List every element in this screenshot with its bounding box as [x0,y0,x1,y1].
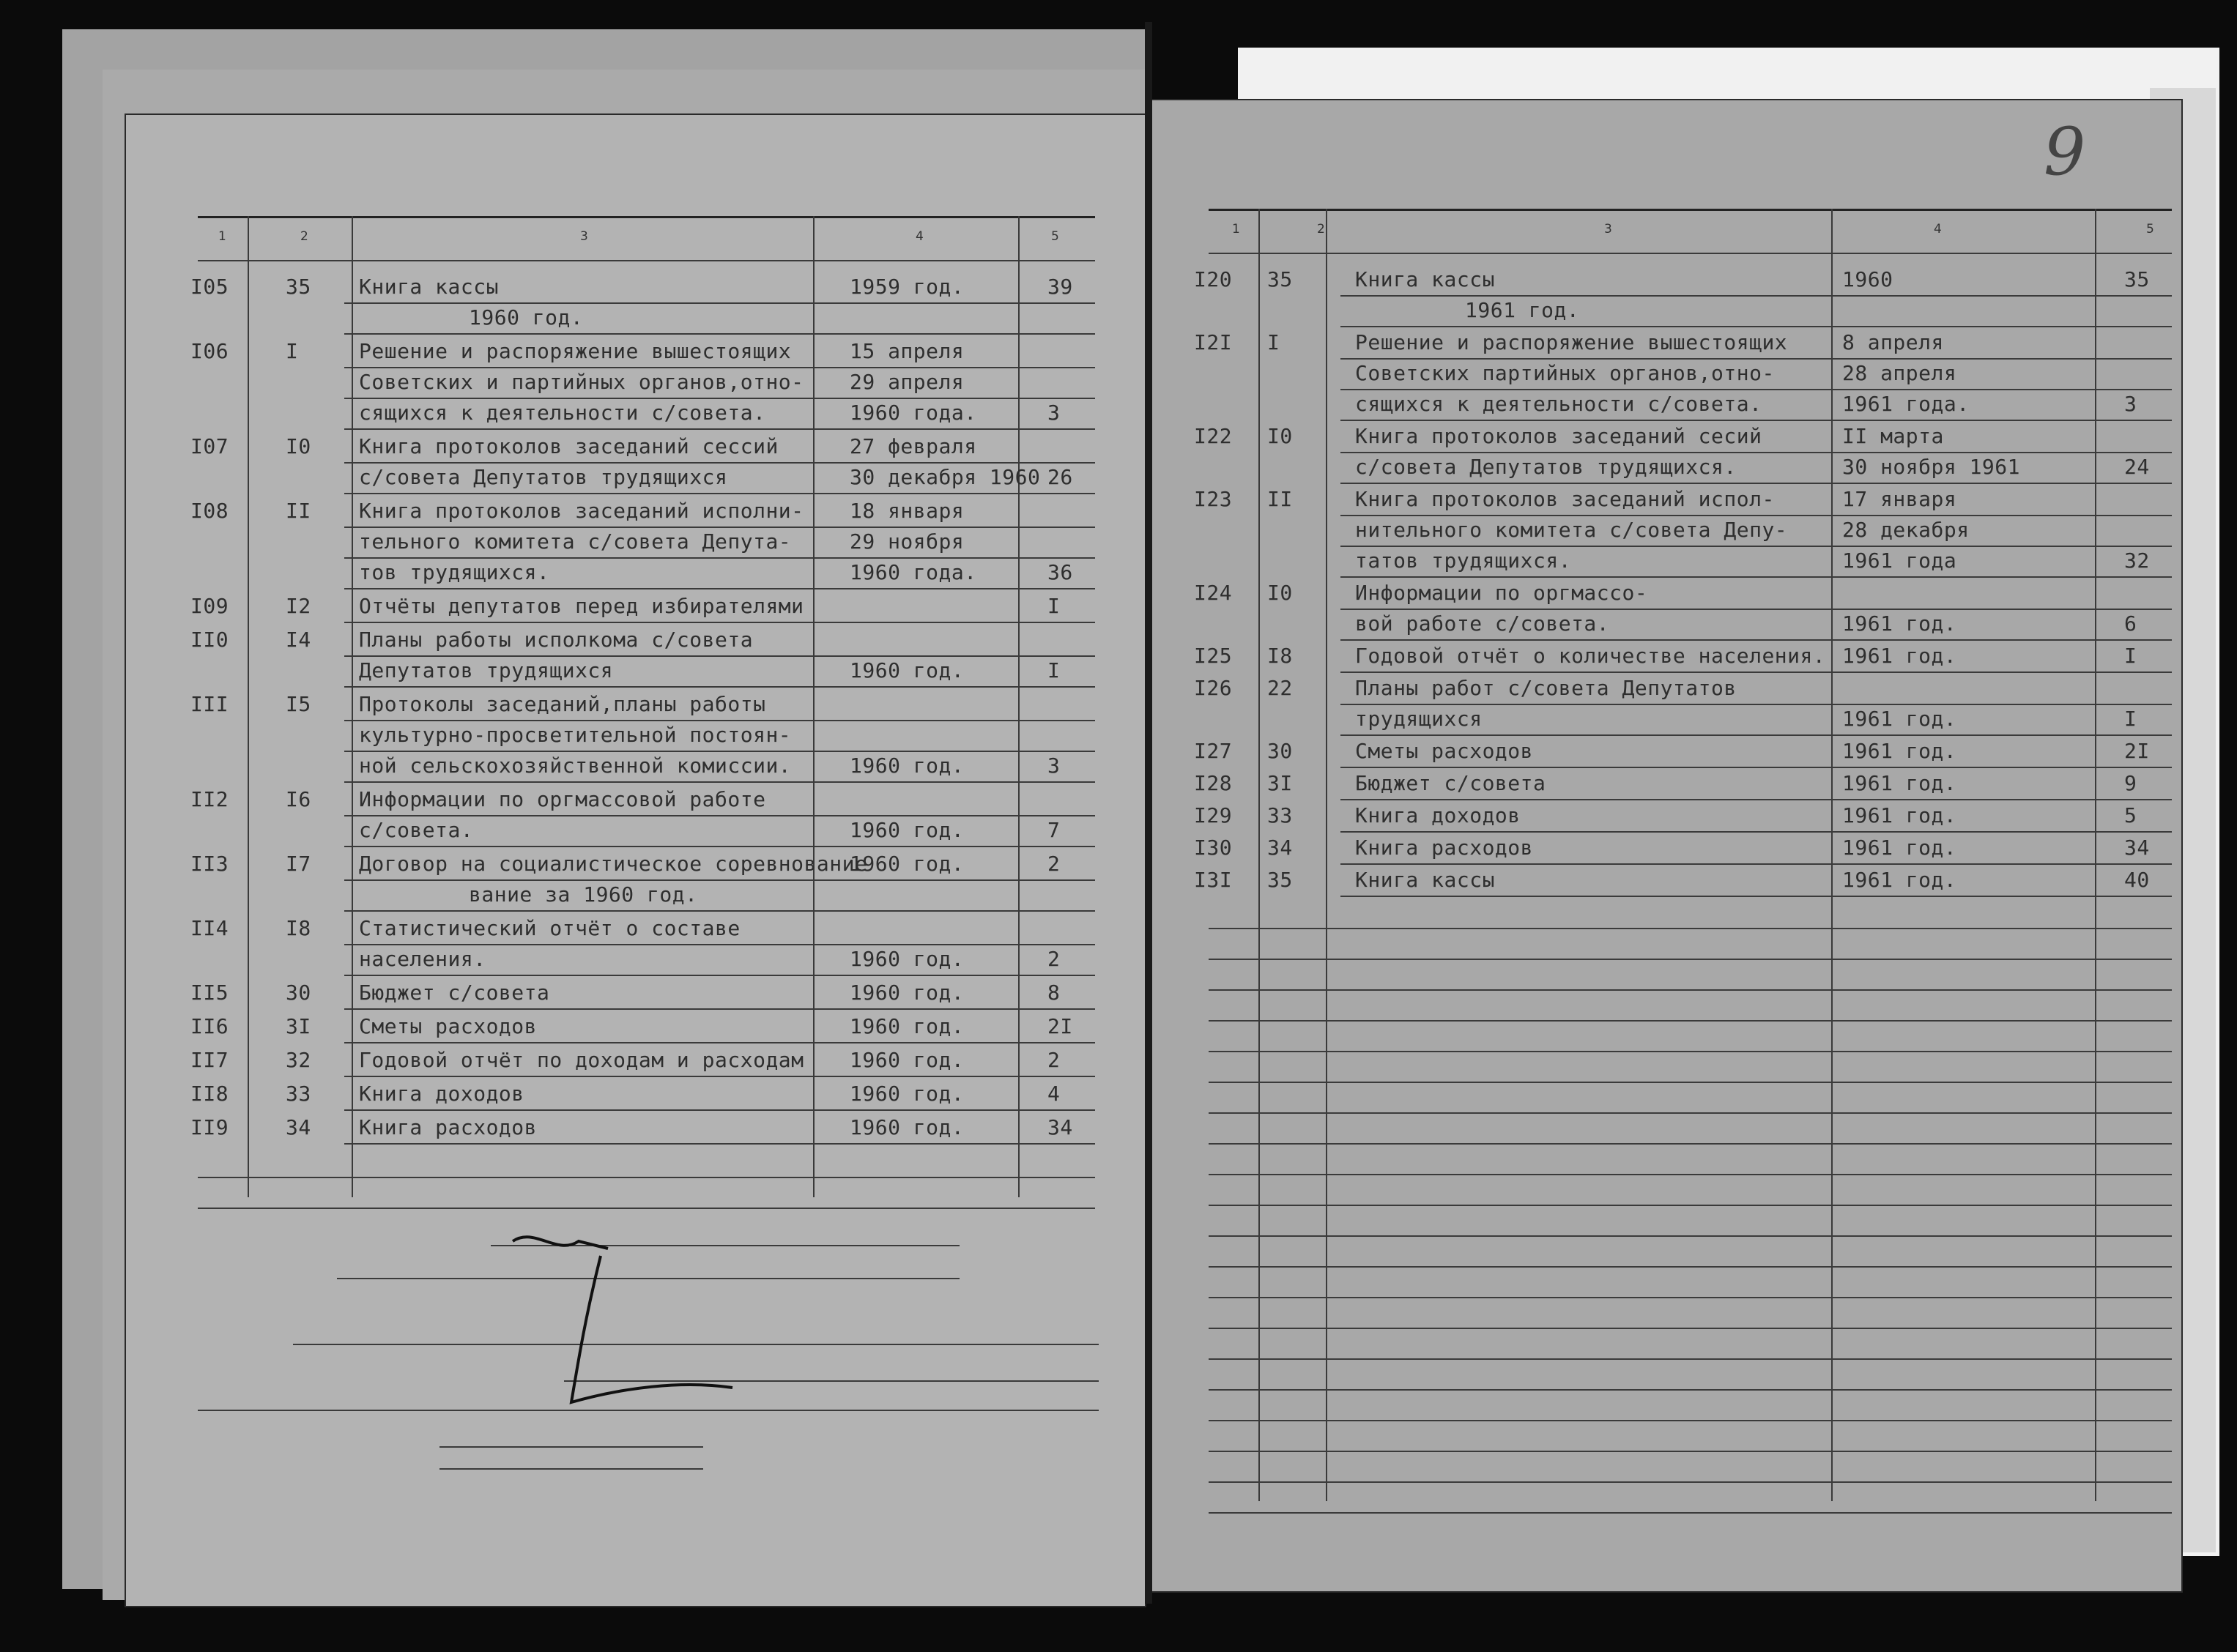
column-header: 4 [916,229,924,244]
row-rule [344,398,1095,399]
row-rule [344,428,1095,430]
row-number: I27 [1194,739,1233,763]
row-date-line: 30 декабря 1960 [850,465,1041,489]
row-count: 34 [2124,836,2150,860]
row-rule [1340,576,2172,578]
row-title-line: Книга доходов [1355,803,1521,827]
row-count: 4 [1047,1082,1061,1106]
blank-rule [1209,1266,2172,1268]
row-title-line: Решение и распоряжение вышестоящих [1355,330,1788,354]
row-rule [344,910,1095,912]
row-count: 40 [2124,868,2150,892]
blank-rule [1209,1297,2172,1298]
row-title-line: Годовой отчёт по доходам и расходам [359,1048,804,1072]
row-rule [1340,863,2172,865]
column-rule [248,216,249,1197]
row-count: 2I [2124,739,2150,763]
row-number: I24 [1194,581,1233,605]
row-date-line: 1961 год. [1842,836,1957,860]
row-title-line: нительного комитета с/совета Депу- [1355,518,1788,542]
right-page [1150,99,2183,1593]
blank-rule [1209,1235,2172,1237]
row-rule [1340,483,2172,484]
row-rule [344,493,1095,494]
row-rule [344,1076,1095,1077]
row-title-line: Книга протоколов заседаний сесий [1355,424,1762,448]
row-number: I29 [1194,803,1233,827]
row-title-line: сящихся к деятельности с/совета. [1355,392,1762,416]
column-header: 5 [2146,222,2154,237]
row-date-line: 1960 года. [850,401,977,425]
row-date-line: 1960 год. [850,754,965,778]
row-title-line: Книга протоколов заседаний исполни- [359,499,804,523]
row-rule [344,975,1095,976]
row-date-line: 1960 год. [850,1082,965,1106]
row-rule [344,751,1095,752]
column-rule [1018,216,1020,1197]
row-rule [1340,295,2172,297]
row-section-number: II [1267,487,1293,511]
row-rule [1340,639,2172,641]
blank-rule [1209,1143,2172,1145]
row-number: II6 [190,1014,229,1038]
row-rule [344,462,1095,464]
row-section-number: I8 [286,916,311,940]
row-date-line: 1961 год. [1842,611,1957,636]
row-title-line: Бюджет с/совета [1355,771,1546,795]
row-rule [344,367,1095,368]
blank-rule [1209,928,2172,929]
row-rule [344,1109,1095,1111]
row-count: 2 [1047,1048,1061,1072]
row-count: 2 [1047,852,1061,876]
row-rule [344,944,1095,945]
row-section-number: 34 [1267,836,1293,860]
row-date-line: 1961 года [1842,548,1957,573]
row-title-line: Планы работ с/совета Депутатов [1355,676,1737,700]
row-title-line: Депутатов трудящихся [359,658,614,682]
row-number: I20 [1194,267,1233,291]
row-section-number: 33 [1267,803,1293,827]
row-number: I23 [1194,487,1233,511]
row-rule [1340,546,2172,547]
row-title-line: с/совета Депутатов трудящихся. [1355,455,1737,479]
row-rule [344,1143,1095,1145]
row-number: I05 [190,275,229,299]
row-number: II4 [190,916,229,940]
row-rule [1340,420,2172,421]
row-date-line: 29 ноября [850,529,965,554]
row-rule [1340,831,2172,833]
row-title-line: Сметы расходов [359,1014,538,1038]
row-count: 7 [1047,818,1061,842]
row-date-line: 28 апреля [1842,361,1957,385]
row-number: I09 [190,594,229,618]
row-date-line: 1960 год. [850,981,965,1005]
row-date-line: 1961 год. [1842,771,1957,795]
row-count: 26 [1047,465,1073,489]
row-count: 3 [1047,401,1061,425]
row-title-line: Статистический отчёт о составе [359,916,741,940]
row-date-line: 1961 год. [1842,644,1957,668]
footer-members-rule [439,1468,703,1470]
row-rule [1340,799,2172,800]
row-date-line: 28 декабря [1842,518,1970,542]
row-date-line: 1960 год. [850,818,965,842]
row-section-number: I0 [1267,581,1293,605]
row-number: I28 [1194,771,1233,795]
row-date-line: 1961 год. [1842,707,1957,731]
row-date-line: 1961 год. [1842,739,1957,763]
table-top-rule [1209,209,2172,211]
row-number: III [190,692,229,716]
table-top-rule [198,216,1095,218]
column-header: 2 [300,229,308,244]
row-rule [1340,704,2172,705]
row-date-line: 17 января [1842,487,1957,511]
column-header: 1 [1232,222,1240,237]
row-section-number: I [1267,330,1280,354]
row-title-line: Годовой отчёт о количестве населения. [1355,644,1826,668]
row-date-line: 1960 год. [850,1115,965,1139]
blank-rule [1209,1205,2172,1206]
row-date-line: 1960 год. [850,852,965,876]
table-header-rule [198,260,1095,261]
row-title-line: культурно-просветительной постоян- [359,723,792,747]
row-title-line: Советских и партийных органов,отно- [359,370,804,394]
row-title-line: вание за 1960 год. [469,882,698,907]
row-count: 6 [2124,611,2137,636]
row-title-line: Книга кассы [359,275,499,299]
row-rule [344,1008,1095,1010]
row-count: I [1047,658,1061,682]
row-rule [344,686,1095,688]
row-rule [1340,358,2172,360]
row-section-number: I0 [1267,424,1293,448]
row-section-number: I6 [286,787,311,811]
row-title-line: Бюджет с/совета [359,981,550,1005]
row-number: I30 [1194,836,1233,860]
row-date-line: 1961 года. [1842,392,1970,416]
row-date-line: 1961 год. [1842,868,1957,892]
row-number: II7 [190,1048,229,1072]
row-date-line: 18 января [850,499,965,523]
row-number: I06 [190,339,229,363]
blank-rule [1209,1481,2172,1483]
row-section-number: I [286,339,299,363]
row-title-line: Планы работы исполкома с/совета [359,628,754,652]
row-section-number: 33 [286,1082,311,1106]
row-rule [344,720,1095,721]
row-rule [344,1042,1095,1043]
row-count: 39 [1047,275,1073,299]
blank-rule [1209,1112,2172,1114]
blank-rule [1209,1451,2172,1452]
blank-rule [1209,959,2172,960]
row-section-number: 32 [286,1048,311,1072]
column-rule [352,216,353,1197]
column-header: 5 [1051,229,1059,244]
row-number: I08 [190,499,229,523]
row-title-line: с/совета Депутатов трудящихся [359,465,728,489]
row-count: 3 [2124,392,2137,416]
folio-number: 9 [2044,114,2086,190]
blank-rule [1209,1389,2172,1391]
row-rule [1340,896,2172,897]
row-section-number: I0 [286,434,311,458]
column-header: 4 [1934,222,1942,237]
row-count: 35 [2124,267,2150,291]
table-header-rule [1209,253,2172,254]
row-date-line: 1960 год. [850,658,965,682]
row-title-line: тов трудящихся. [359,560,550,584]
row-count: 24 [2124,455,2150,479]
row-section-number: I5 [286,692,311,716]
row-section-number: 30 [1267,739,1293,763]
row-title-line: Отчёты депутатов перед избирателями [359,594,804,618]
row-title-line: 1960 год. [469,305,584,330]
row-rule [344,302,1095,304]
row-title-line: Книга протоколов заседаний сессий [359,434,779,458]
row-title-line: Книга протоколов заседаний испол- [1355,487,1775,511]
row-title-line: Информации по оргмассо- [1355,581,1648,605]
row-count: 2 [1047,947,1061,971]
row-rule [1340,326,2172,327]
row-title-line: 1961 год. [1465,298,1580,322]
column-header: 2 [1317,222,1325,237]
row-section-number: 3I [286,1014,311,1038]
row-rule [344,846,1095,847]
row-date-line: 29 апреля [850,370,965,394]
row-rule [344,588,1095,589]
row-rule [344,622,1095,623]
row-count: 36 [1047,560,1073,584]
row-number: II3 [190,852,229,876]
row-section-number: 30 [286,981,311,1005]
row-rule [1340,515,2172,516]
row-date-line: 30 ноября 1961 [1842,455,2021,479]
row-count: 9 [2124,771,2137,795]
row-rule [344,557,1095,559]
blank-rule [1209,989,2172,991]
row-date-line: 1960 год. [850,1048,965,1072]
row-count: I [2124,707,2137,731]
row-title-line: Книга расходов [1355,836,1534,860]
row-number: I25 [1194,644,1233,668]
row-date-line: 27 февраля [850,434,977,458]
row-rule [1340,452,2172,453]
blank-rule [1209,1174,2172,1175]
row-rule [1340,767,2172,768]
row-count: I [1047,594,1061,618]
row-rule [344,879,1095,881]
row-title-line: сящихся к деятельности с/совета. [359,401,766,425]
row-rule [1340,609,2172,610]
row-rule [344,781,1095,783]
row-number: I07 [190,434,229,458]
blank-rule [1209,1328,2172,1329]
row-title-line: Договор на социалистическое соревнование [359,852,868,876]
blank-rule [1209,1420,2172,1421]
column-header: 3 [1604,222,1612,237]
row-title-line: татов трудящихся. [1355,548,1572,573]
row-date-line: 1960 год. [850,947,965,971]
row-title-line: с/совета. [359,818,474,842]
row-title-line: Книга расходов [359,1115,538,1139]
row-section-number: I7 [286,852,311,876]
row-date-line: 1960 года. [850,560,977,584]
column-rule [1258,209,1260,1501]
row-title-line: тельного комитета с/совета Депута- [359,529,792,554]
blank-rule [1209,1051,2172,1052]
row-date-line: 1960 [1842,267,1893,291]
row-section-number: 22 [1267,676,1293,700]
row-rule [344,527,1095,528]
row-title-line: Информации по оргмассовой работе [359,787,766,811]
row-date-line: II марта [1842,424,1944,448]
row-count: 32 [2124,548,2150,573]
row-section-number: I8 [1267,644,1293,668]
row-date-line: 1959 год. [850,275,965,299]
row-number: II9 [190,1115,229,1139]
row-title-line: Книга кассы [1355,868,1495,892]
row-number: I2I [1194,330,1233,354]
row-rule [1340,389,2172,390]
row-count: 2I [1047,1014,1073,1038]
row-title-line: населения. [359,947,486,971]
row-rule [344,815,1095,816]
blank-rule [1209,1358,2172,1360]
row-number: II2 [190,787,229,811]
blank-rule [1209,1512,2172,1514]
row-number: I22 [1194,424,1233,448]
blank-rule [198,1208,1095,1209]
row-section-number: 35 [1267,868,1293,892]
row-count: I [2124,644,2137,668]
row-number: I3I [1194,868,1233,892]
row-number: II0 [190,628,229,652]
row-section-number: 35 [286,275,311,299]
column-rule [1831,209,1833,1501]
handwritten-strike-mark [491,1212,857,1454]
row-rule [344,655,1095,657]
column-header: 3 [580,229,588,244]
row-title-line: Решение и распоряжение вышестоящих [359,339,792,363]
row-title-line: ной сельскохозяйственной комиссии. [359,754,792,778]
blank-rule [198,1177,1095,1178]
blank-rule [1209,1020,2172,1022]
row-title-line: Книга кассы [1355,267,1495,291]
row-title-line: Советских партийных органов,отно- [1355,361,1775,385]
row-section-number: 34 [286,1115,311,1139]
row-title-line: Книга доходов [359,1082,524,1106]
row-count: 3 [1047,754,1061,778]
row-title-line: Сметы расходов [1355,739,1534,763]
row-number: II8 [190,1082,229,1106]
row-title-line: трудящихся [1355,707,1483,731]
column-header: 1 [218,229,226,244]
row-number: I26 [1194,676,1233,700]
left-page [125,114,1146,1607]
row-count: 34 [1047,1115,1073,1139]
column-rule [813,216,815,1197]
row-count: 8 [1047,981,1061,1005]
row-date-line: 1960 год. [850,1014,965,1038]
row-title-line: Протоколы заседаний,планы работы [359,692,766,716]
row-number: II5 [190,981,229,1005]
row-title-line: вой работе с/совета. [1355,611,1610,636]
row-rule [344,333,1095,335]
row-section-number: I2 [286,594,311,618]
row-section-number: 35 [1267,267,1293,291]
row-date-line: 15 апреля [850,339,965,363]
row-rule [1340,671,2172,673]
row-date-line: 1961 год. [1842,803,1957,827]
column-rule [1326,209,1327,1501]
row-date-line: 8 апреля [1842,330,1944,354]
row-section-number: 3I [1267,771,1293,795]
row-count: 5 [2124,803,2137,827]
column-rule [2095,209,2096,1501]
row-rule [1340,734,2172,736]
row-section-number: II [286,499,311,523]
binding-gutter [1145,22,1152,1604]
blank-rule [1209,1082,2172,1083]
row-section-number: I4 [286,628,311,652]
